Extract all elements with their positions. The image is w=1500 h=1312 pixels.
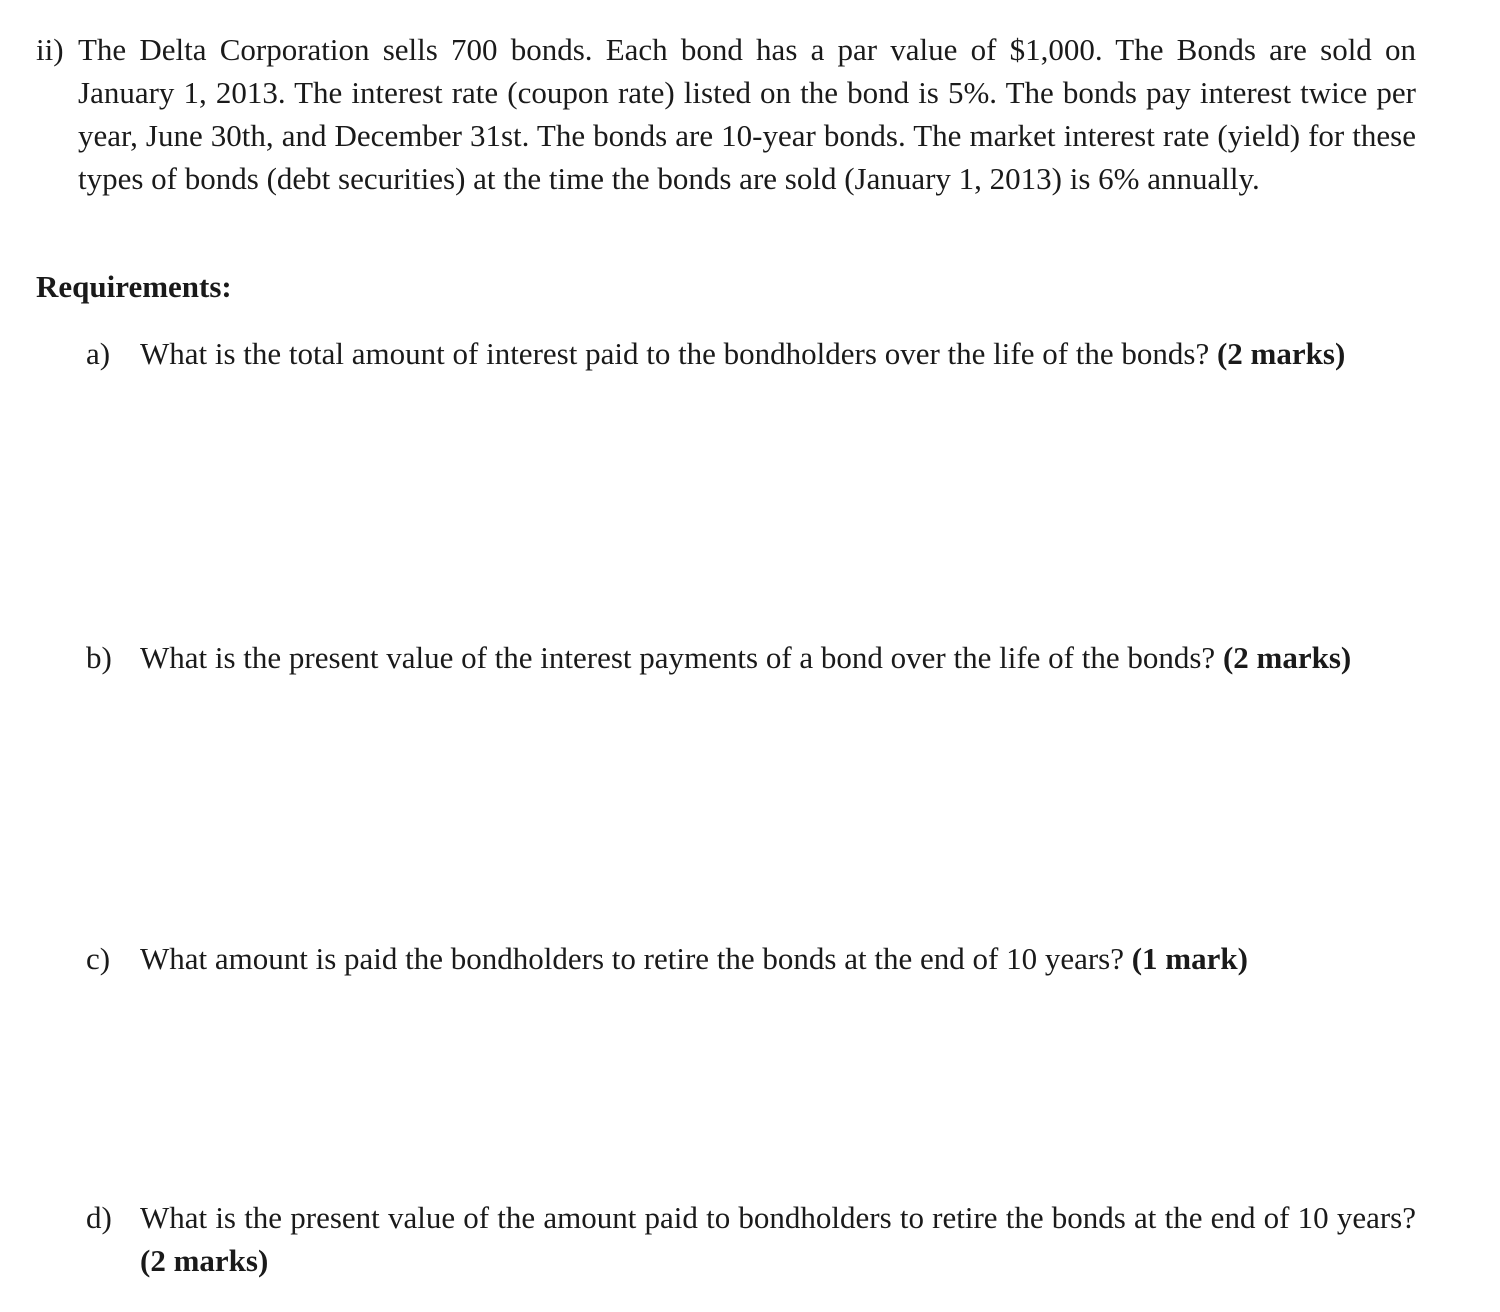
question-label: a) bbox=[86, 336, 111, 371]
question-text bbox=[140, 937, 1416, 980]
question-body: What is the present value of the interest payments of a bond over the life of the bonds? bbox=[140, 640, 1223, 675]
question-a bbox=[86, 332, 1416, 375]
question-d bbox=[86, 1196, 1416, 1282]
question-body: What is the total amount of interest paid to the bondholders over the life of the bonds? bbox=[140, 336, 1217, 371]
question-body: What is the present value of the amount paid to bondholders to retire the bonds at the end of 10 years? bbox=[140, 1200, 1416, 1235]
question-c bbox=[86, 937, 1416, 980]
question-label: b) bbox=[86, 640, 112, 675]
question-text bbox=[140, 332, 1416, 375]
question-body: What amount is paid the bondholders to retire the bonds at the end of 10 years? bbox=[140, 941, 1132, 976]
problem-number: ii) bbox=[36, 32, 64, 67]
question-label: c) bbox=[86, 941, 111, 976]
requirements-heading: Requirements: bbox=[36, 269, 232, 304]
problem-text: The Delta Corporation sells 700 bonds. Each bond has a par value of $1,000. The Bonds are sold on January 1, 2013. The interest rate (coupon rate) listed on the bond is 5%. The bonds pay interest twice per year, June 30th, and December 31st. The bonds are 10-year bonds. The market interest rate (yield) for these types of bonds (debt securities) at the time the bonds are sold (January 1, 2013) is 6% annually. bbox=[78, 32, 1416, 196]
question-marks: (2 marks) bbox=[140, 1243, 269, 1278]
question-text bbox=[140, 636, 1416, 679]
problem-statement bbox=[36, 28, 1416, 200]
question-marks: (2 marks) bbox=[1222, 640, 1352, 675]
question-label: d) bbox=[86, 1200, 112, 1235]
question-text bbox=[140, 1196, 1416, 1282]
question-marks: (2 marks) bbox=[1216, 336, 1346, 371]
question-b bbox=[86, 636, 1416, 679]
question-marks: (1 mark) bbox=[1131, 941, 1248, 976]
